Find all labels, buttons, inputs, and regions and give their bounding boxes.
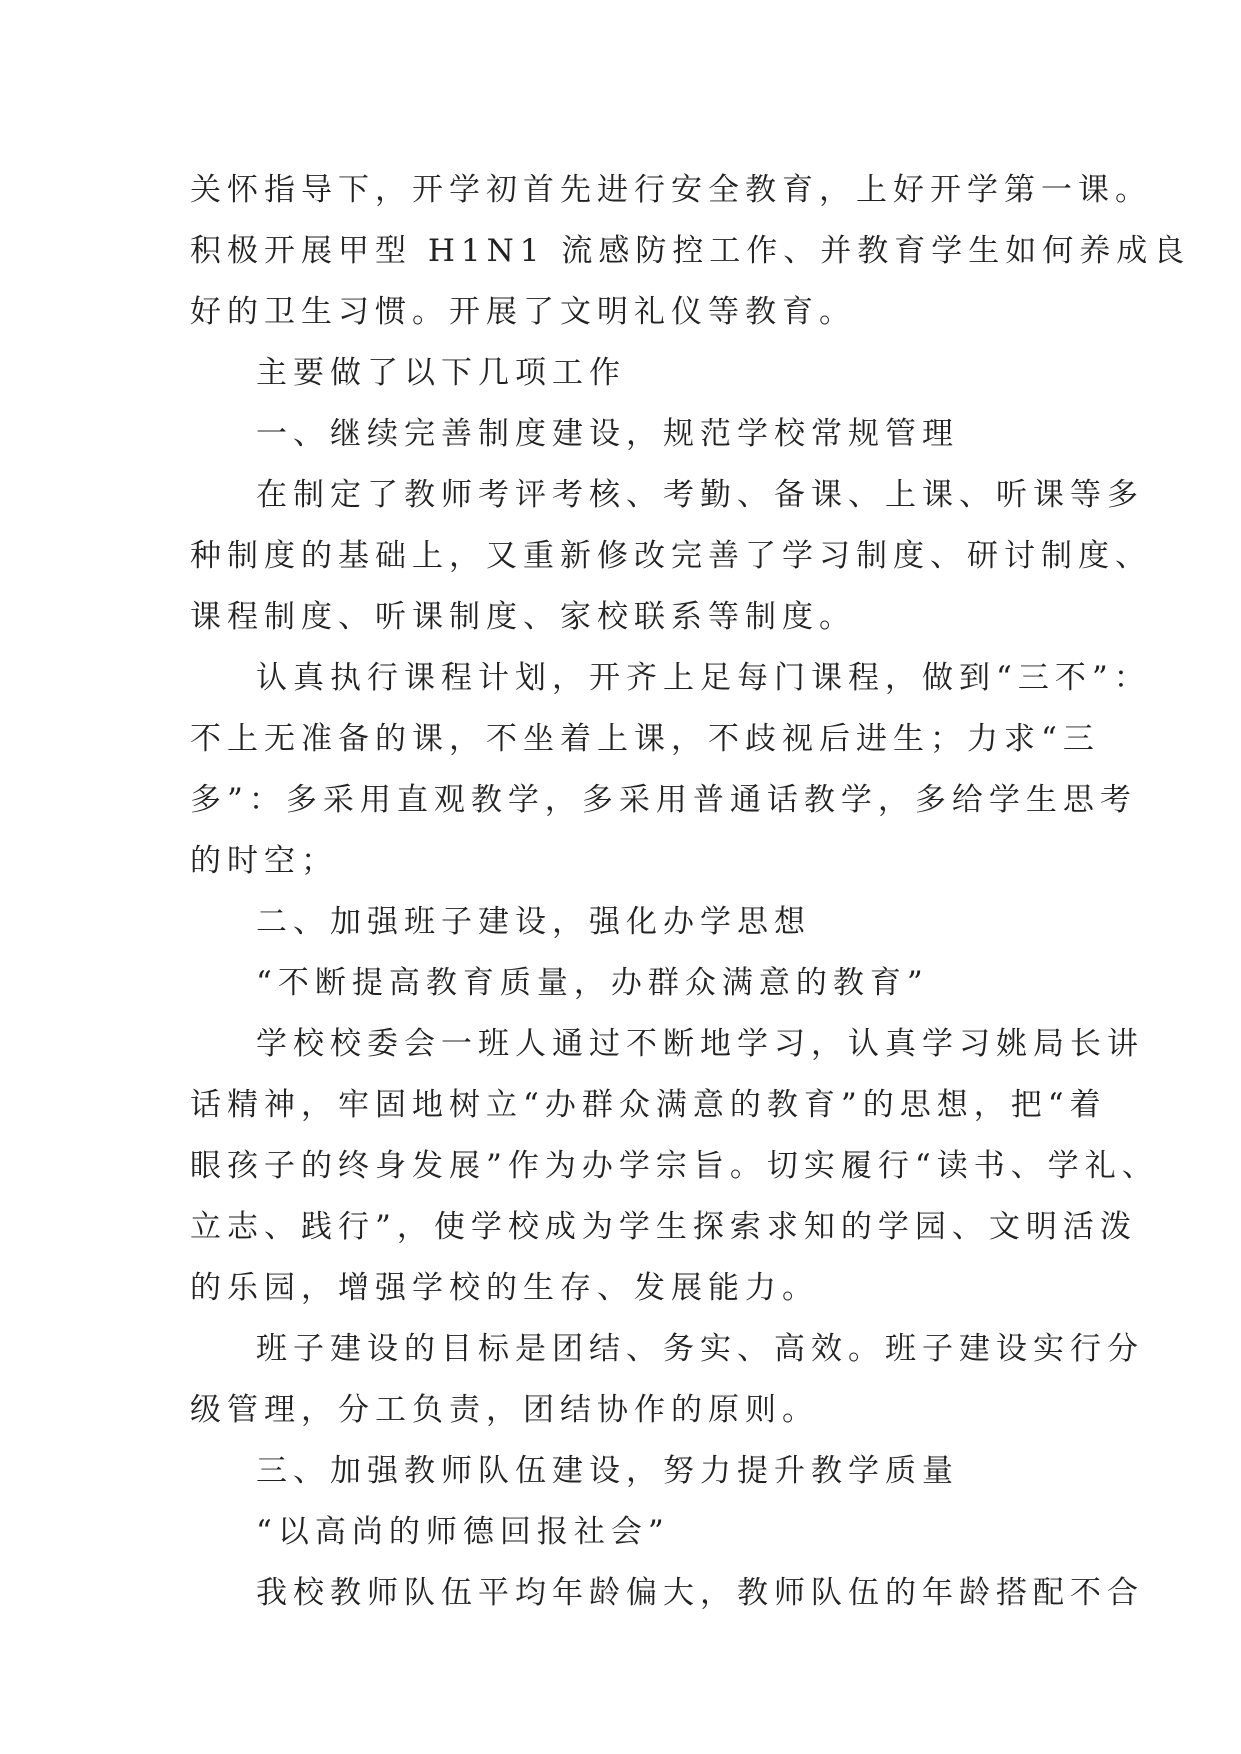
text-line: 多”：多采用直观教学，多采用普通话教学，多给学生思考	[190, 782, 1137, 818]
text-line: “不断提高教育质量，办群众满意的教育”	[256, 965, 929, 1001]
paragraph-curriculum	[190, 648, 1151, 892]
text-line: 关怀指导下，开学初首先进行安全教育，上好开学第一课。	[190, 172, 1152, 208]
text-line: 课程制度、听课制度、家校联系等制度。	[190, 599, 856, 635]
text-line: 好的卫生习惯。开展了文明礼仪等教育。	[190, 294, 856, 330]
text-line: 立志、践行”，使学校成为学生探索求知的学园、文明活泼	[190, 1209, 1137, 1245]
section-heading-3	[190, 1441, 1070, 1502]
text-line: 眼孩子的终身发展”作为办学宗旨。切实履行“读书、学礼、	[190, 1148, 1159, 1184]
paragraph-regulations	[190, 465, 1152, 648]
text-line: 的乐园，增强学校的生存、发展能力。	[190, 1270, 819, 1306]
paragraph-school-committee	[190, 1014, 1159, 1319]
text-line: 二、加强班子建设，强化办学思想	[256, 904, 811, 940]
text-line: 学校校委会一班人通过不断地学习，认真学习姚局长讲	[256, 1026, 1144, 1062]
text-line: 积极开展甲型 H1N1 流感防控工作、并教育学生如何养成良	[190, 233, 1191, 269]
paragraph-teacher-age	[190, 1563, 1144, 1624]
text-line: “以高尚的师德回报社会”	[256, 1514, 670, 1550]
text-line: 在制定了教师考评考核、考勤、备课、上课、听课等多	[256, 477, 1144, 513]
text-line: 我校教师队伍平均年龄偏大，教师队伍的年龄搭配不合	[256, 1575, 1144, 1611]
quote-motto-2	[190, 1502, 1070, 1563]
paragraph-main-work-intro	[190, 343, 1070, 404]
text-line: 三、加强教师队伍建设，努力提升教学质量	[256, 1453, 959, 1489]
text-line: 话精神，牢固地树立“办群众满意的教育”的思想，把“着	[190, 1087, 1107, 1123]
section-heading-1	[190, 404, 1070, 465]
paragraph-team-goals	[190, 1319, 1144, 1441]
text-line: 班子建设的目标是团结、务实、高效。班子建设实行分	[256, 1331, 1144, 1367]
text-line: 级管理，分工负责，团结协作的原则。	[190, 1392, 819, 1428]
text-line: 认真执行课程计划，开齐上足每门课程，做到“三不”：	[256, 660, 1151, 696]
quote-motto-1	[190, 953, 1070, 1014]
document-body	[190, 160, 1191, 1624]
paragraph-school-safety	[190, 160, 1191, 343]
text-line: 一、继续完善制度建设，规范学校常规管理	[256, 416, 959, 452]
section-heading-2	[190, 892, 1070, 953]
text-line: 的时空；	[190, 843, 338, 879]
text-line: 主要做了以下几项工作	[256, 355, 626, 391]
text-line: 种制度的基础上，又重新修改完善了学习制度、研讨制度、	[190, 538, 1152, 574]
text-line: 不上无准备的课，不坐着上课，不歧视后进生；力求“三	[190, 721, 1100, 757]
